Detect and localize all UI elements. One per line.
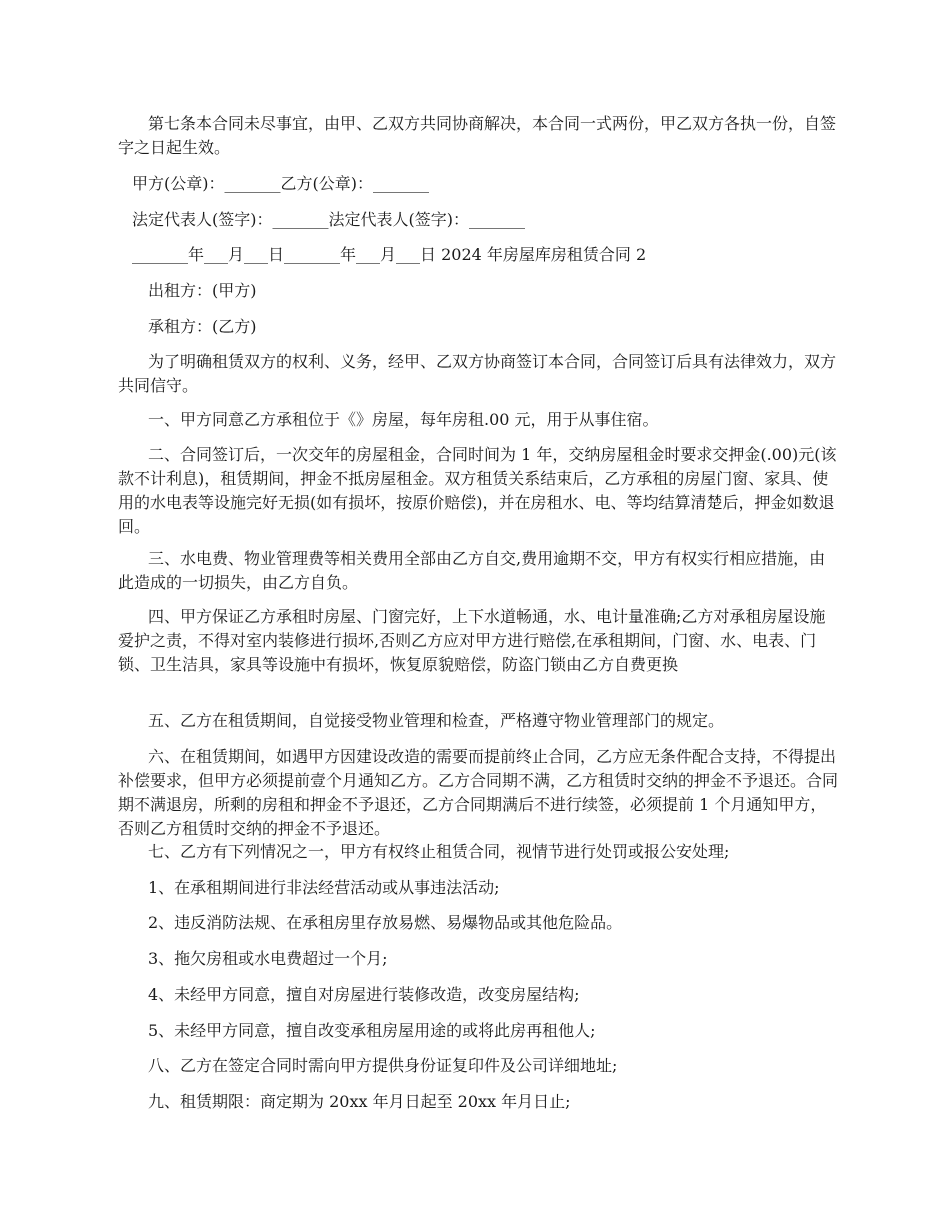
clause-7: 七、乙方有下列情况之一，甲方有权终止租赁合同，视情节进行处罚或报公安处理;	[148, 842, 730, 861]
clause-5: 五、乙方在租赁期间，自觉接受物业管理和检查，严格遵守物业管理部门的规定。	[148, 711, 725, 730]
signature-representative-line: 法定代表人(签字)：_______法定代表人(签字)：_______	[132, 210, 525, 229]
date-and-title-line: _______年___月___日_______年___月___日 2024 年房屋库房租赁合同 2	[132, 245, 647, 264]
lessee-line: 承租方：(乙方)	[148, 317, 257, 336]
paragraph-article-7: 第七条本合同未尽事宜，由甲、乙双方共同协商解决，本合同一式两份，甲乙双方各执一份，自签字之日起生效。	[118, 114, 837, 157]
clause-4: 四、甲方保证乙方承租时房屋、门窗完好，上下水道畅通，水、电计量准确;乙方对承租房屋设施爱护之责，不得对室内装修进行损坏,否则乙方应对甲方进行赔偿,在承租期间，门窗、水、电表、门锁、卫生洁具，家具等设施中有损坏，恢复原貌赔偿，防盗门锁由乙方自费更换	[118, 607, 826, 674]
list-item-4: 4、未经甲方同意，擅自对房屋进行装修改造，改变房屋结构;	[148, 985, 580, 1004]
clause-1: 一、甲方同意乙方承租位于《》房屋，每年房租.00 元，用于从事住宿。	[148, 410, 659, 429]
clause-2: 二、合同签订后，一次交年的房屋租金，合同时间为 1 年，交纳房屋租金时要求交押金(.00)元(该款不计利息)，租赁期间，押金不抵房屋租金。双方租赁关系结束后，乙方承租的房屋门窗、家具、使用的水电表等设施完好无损(如有损坏，按原价赔偿)，并在房租水、电、等均结算清楚后，押金如数退回。	[118, 445, 837, 536]
signature-seal-line: 甲方(公章)：_______乙方(公章)：_______	[132, 174, 429, 193]
preamble-paragraph: 为了明确租赁双方的权利、义务，经甲、乙双方协商签订本合同，合同签订后具有法律效力，双方共同信守。	[118, 352, 837, 395]
list-item-3: 3、拖欠房租或水电费超过一个月;	[148, 949, 388, 968]
clause-3: 三、水电费、物业管理费等相关费用全部由乙方自交,费用逾期不交，甲方有权实行相应措施，由此造成的一切损失，由乙方自负。	[118, 549, 826, 592]
list-item-2: 2、违反消防法规、在承租房里存放易燃、易爆物品或其他危险品。	[148, 913, 623, 932]
list-item-1: 1、在承租期间进行非法经营活动或从事违法活动;	[148, 878, 500, 897]
lessor-line: 出租方：(甲方)	[148, 281, 257, 300]
clause-8: 八、乙方在签定合同时需向甲方提供身份证复印件及公司详细地址;	[148, 1056, 618, 1075]
clause-6: 六、在租赁期间，如遇甲方因建设改造的需要而提前终止合同，乙方应无条件配合支持，不得提出补偿要求，但甲方必须提前壹个月通知乙方。乙方合同期不满，乙方租赁时交纳的押金不予退还。合同期不满退房，所剩的房租和押金不予退还，乙方合同期满后不进行续签，必须提前 1 个月通知甲方，否则乙方租赁时交纳的押金不予退还。	[118, 747, 839, 838]
clause-9: 九、租赁期限：商定期为 20xx 年月日起至 20xx 年月日止;	[148, 1092, 571, 1111]
list-item-5: 5、未经甲方同意，擅自改变承租房屋用途的或将此房再租他人;	[148, 1021, 596, 1040]
